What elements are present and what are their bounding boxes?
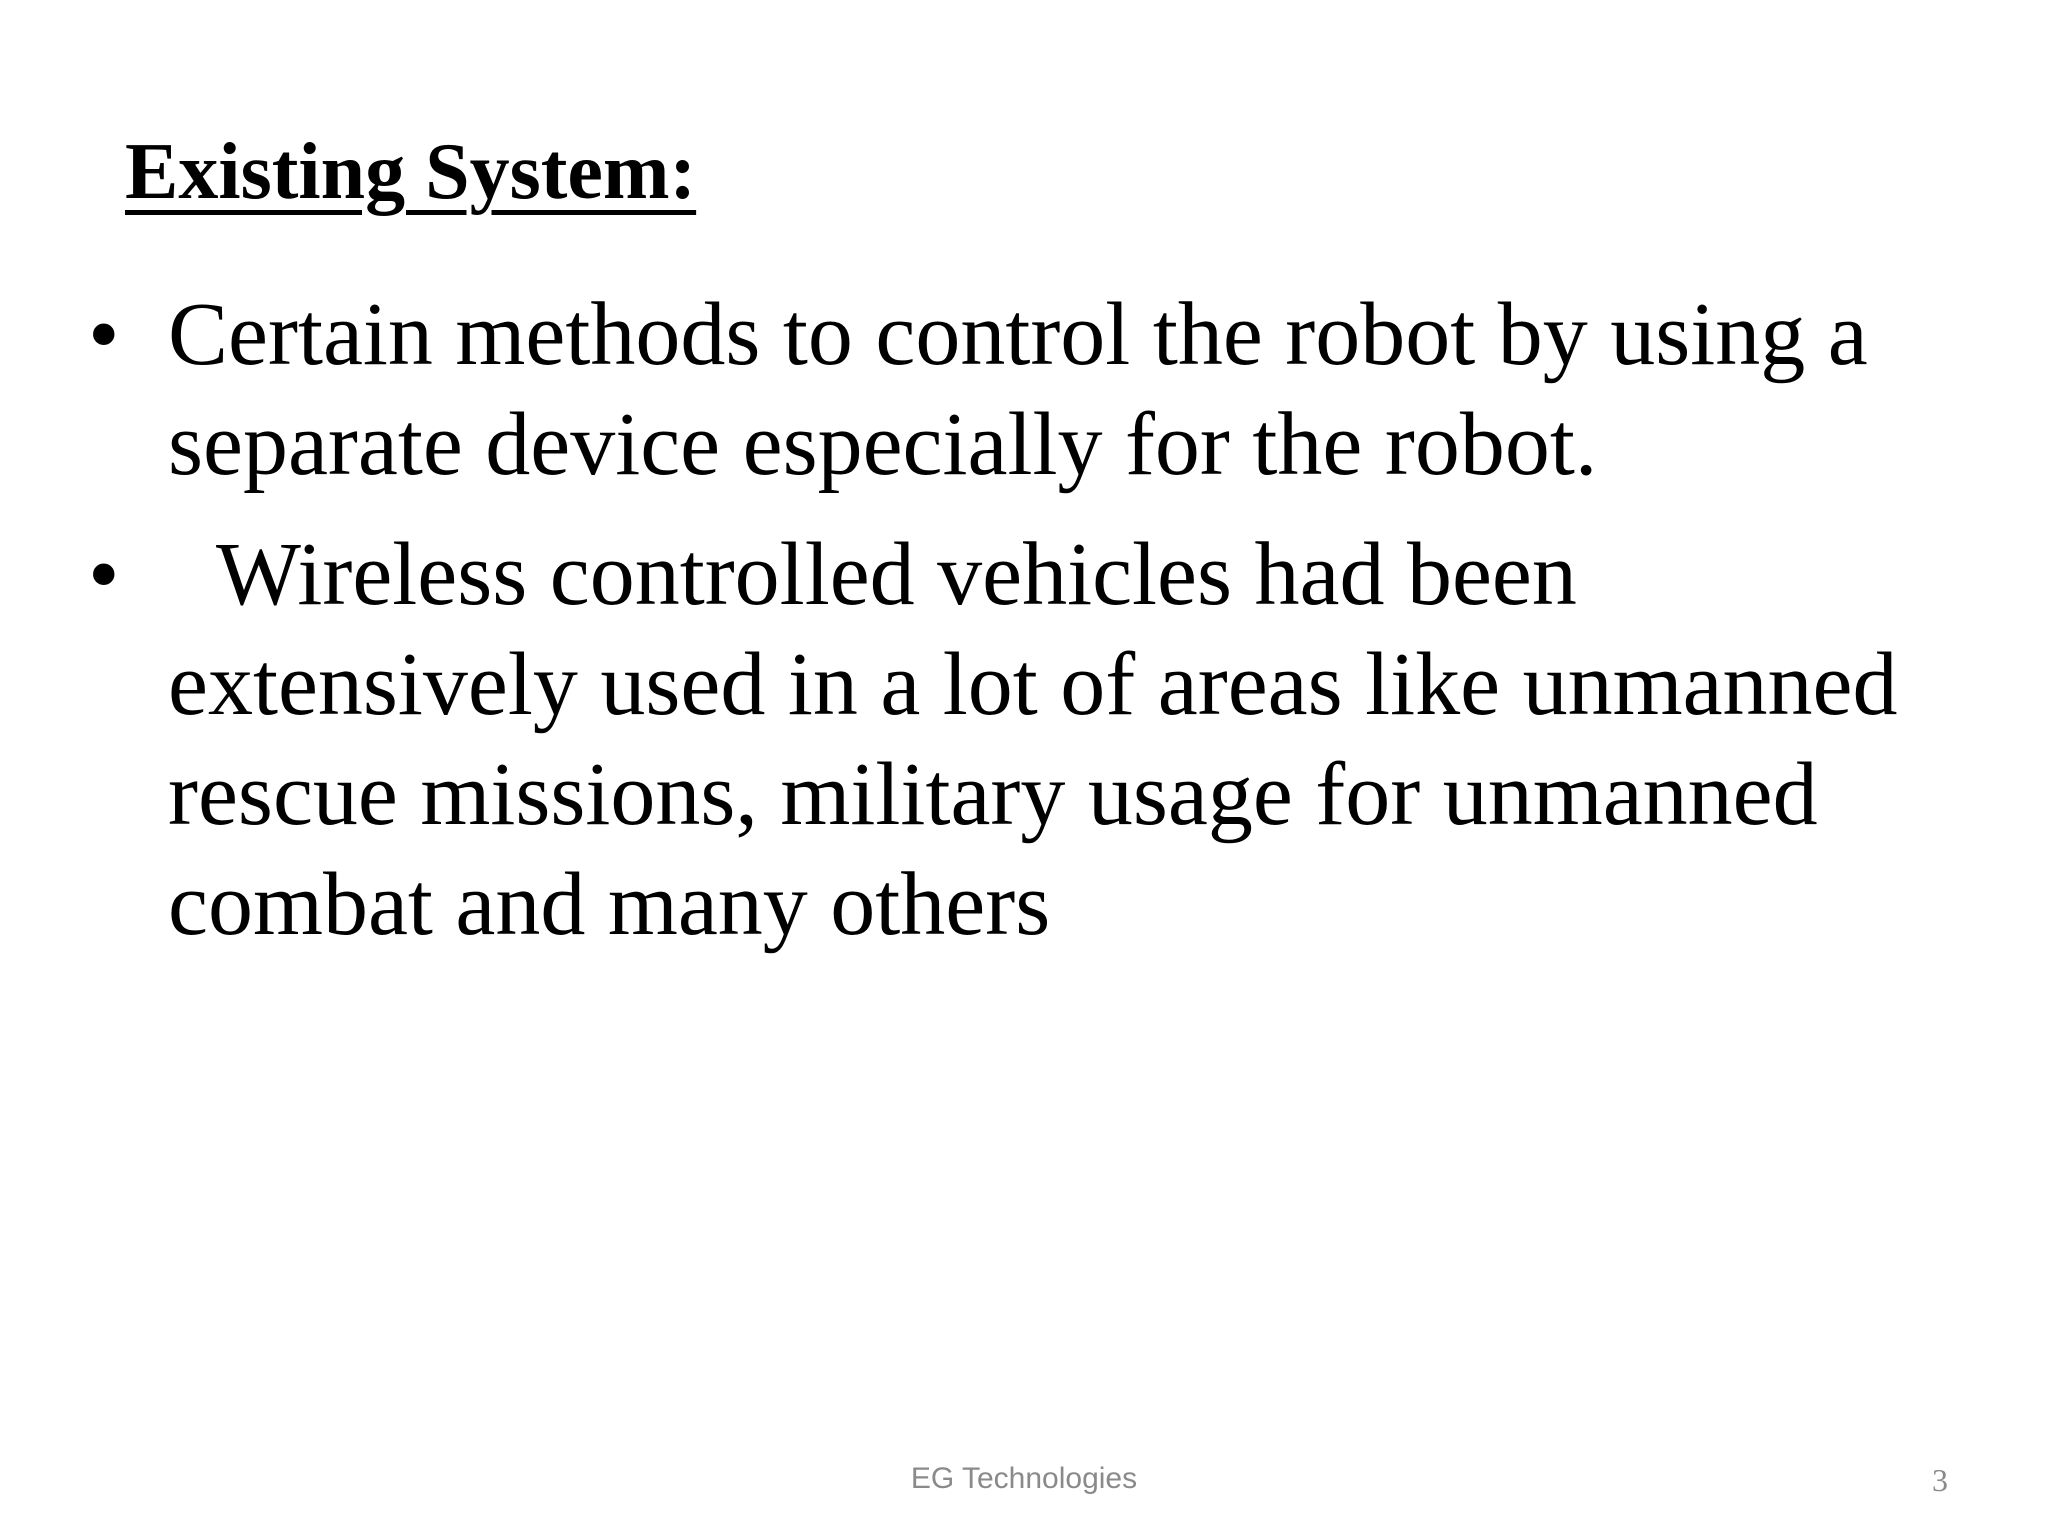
bullet-line: separate device especially for the robot.	[168, 395, 1598, 494]
footer-text: EG Technologies	[910, 1462, 1138, 1495]
bullet-line: Wireless controlled vehicles had been	[216, 525, 1577, 624]
bullet-line: extensively used in a lot of areas like unmanned	[168, 635, 1898, 734]
bullet-text	[168, 280, 1868, 500]
bullet-line: Certain methods to control the robot by using a	[168, 285, 1868, 384]
bullet-line: combat and many others	[168, 855, 1051, 954]
bullet-text	[168, 520, 1897, 960]
slide-title: Existing System:	[125, 128, 697, 216]
bullet-line: rescue missions, military usage for unmanned	[168, 745, 1818, 844]
bullet-marker: •	[88, 285, 120, 384]
bullet-marker: •	[88, 525, 120, 624]
page-number: 3	[1932, 1462, 1948, 1498]
